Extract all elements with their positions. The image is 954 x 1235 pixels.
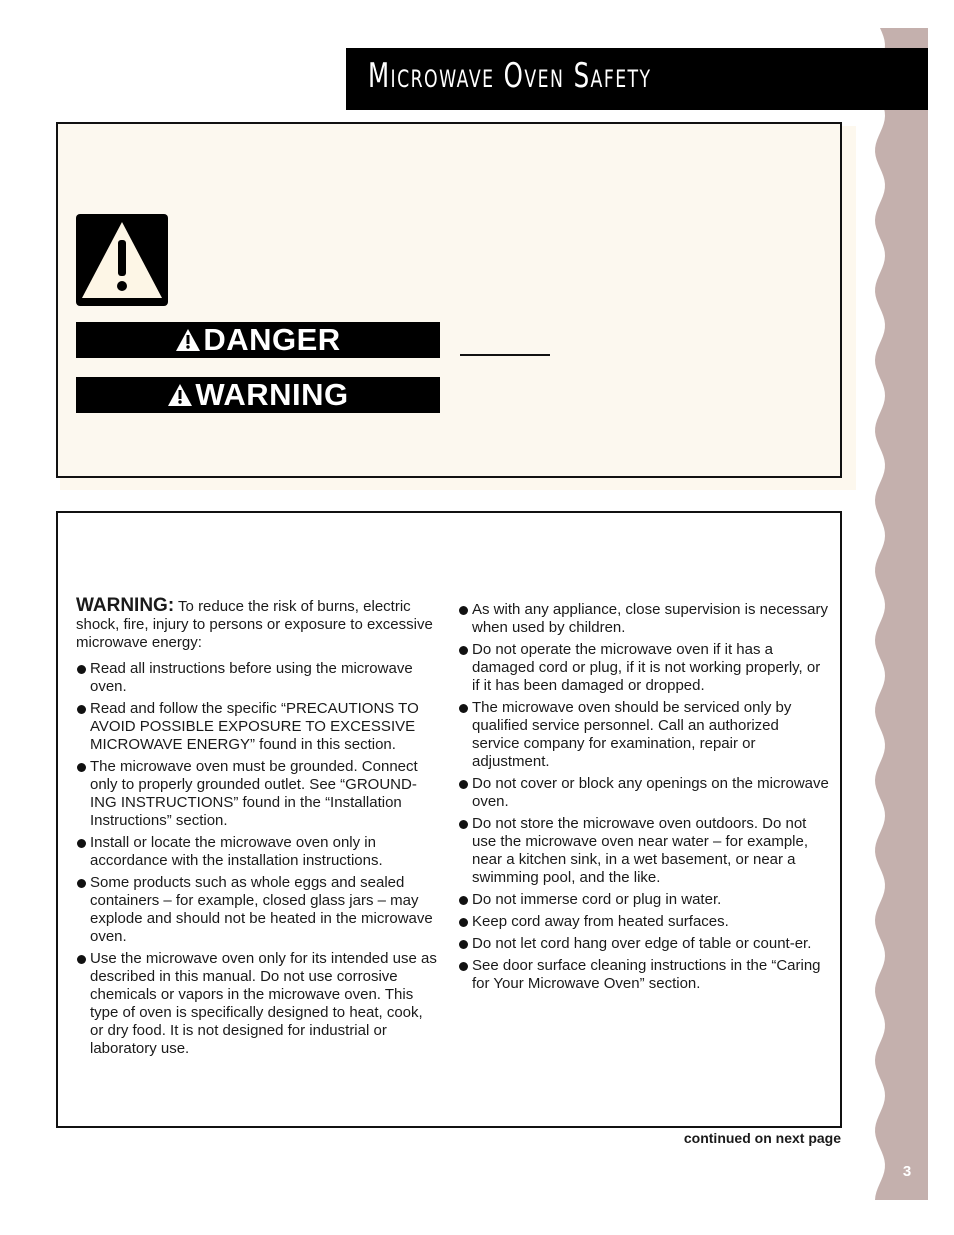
instructions-left-column [76, 597, 440, 1062]
list-item [458, 601, 830, 637]
safety-message-box [56, 122, 842, 478]
page-title: Microwave Oven Safety [368, 56, 652, 96]
left-instruction-list [76, 660, 440, 1058]
bullet-icon [459, 896, 468, 905]
warning-signal-bar [76, 377, 440, 413]
list-item [458, 957, 830, 993]
list-item [76, 660, 440, 696]
bullet-icon [459, 940, 468, 949]
list-item-text: Do not cover or block any openings on the microwave oven. [472, 775, 829, 810]
bullet-icon [459, 780, 468, 789]
list-item-text: Read all instructions before using the microwave oven. [90, 660, 413, 695]
list-item [458, 699, 830, 771]
right-instruction-list [458, 601, 830, 993]
list-item-text: Some products such as whole eggs and sealed containers – for example, closed glass jars – may explode and should not be heated in the microwave oven. [90, 874, 433, 945]
list-item [76, 834, 440, 870]
list-item-text: Read and follow the specific “PRECAUTIONS TO AVOID POSSIBLE EXPOSURE TO EXCESSIVE MICROWAVE ENERGY” found in this section. [90, 700, 419, 753]
list-item [76, 950, 440, 1058]
bullet-icon [77, 763, 86, 772]
list-item-text: The microwave oven should be serviced only by qualified service personnel. Call an authorized service company for examination, repair or adjustment. [472, 699, 792, 770]
warning-label: WARNING [195, 377, 349, 412]
list-item [76, 758, 440, 830]
bullet-icon [459, 962, 468, 971]
side-tab [872, 28, 928, 1200]
list-item [458, 935, 830, 953]
bullet-icon [459, 820, 468, 829]
page-number: 3 [902, 1163, 912, 1180]
exclamation-triangle-icon [76, 214, 168, 306]
list-item-text: As with any appliance, close supervision is necessary when used by children. [472, 601, 829, 636]
list-item-text: Do not store the microwave oven outdoors. Do not use the microwave oven near water – for example, near a kitchen sink, in a wet basement, or near a swimming pool, and the like. [472, 815, 808, 886]
list-item-text: See door surface cleaning instructions in the “Caring for Your Microwave Oven” section. [472, 957, 821, 992]
list-item [458, 913, 830, 931]
bullet-icon [77, 665, 86, 674]
danger-signal-bar [76, 322, 440, 358]
bullet-icon [77, 705, 86, 714]
list-item [458, 775, 830, 811]
list-item-text: The microwave oven must be grounded. Connect only to properly grounded outlet. See “GROUND-ING INSTRUCTIONS” found in the “Installation Instructions” section. [90, 758, 418, 829]
list-item-text: Keep cord away from heated surfaces. [472, 913, 729, 930]
bullet-icon [77, 879, 86, 888]
bullet-icon [459, 606, 468, 615]
list-item-text: Do not operate the microwave oven if it has a damaged cord or plug, if it is not working properly, or if it has been damaged or dropped. [472, 641, 821, 694]
continued-note: continued on next page [683, 1130, 841, 1146]
instructions-right-column [458, 601, 830, 997]
list-item [76, 700, 440, 754]
list-item [458, 891, 830, 909]
list-item-text: Do not let cord hang over edge of table or count-er. [472, 935, 812, 952]
list-item-text: Install or locate the microwave oven only in accordance with the installation instructions. [90, 834, 383, 869]
signature-line [460, 354, 550, 356]
warning-intro [76, 597, 440, 652]
bullet-icon [459, 646, 468, 655]
list-item-text: Do not immerse cord or plug in water. [472, 891, 722, 908]
bullet-icon [459, 704, 468, 713]
danger-alert-icon [175, 324, 201, 360]
danger-label: DANGER [203, 322, 341, 357]
title-bar [346, 48, 928, 110]
list-item [458, 815, 830, 887]
warning-intro-text: To reduce the risk of burns, electric shock, fire, injury to persons or exposure to excessive microwave energy: [76, 598, 433, 651]
bullet-icon [77, 839, 86, 848]
bullet-icon [77, 955, 86, 964]
list-item [76, 874, 440, 946]
list-item [458, 641, 830, 695]
warning-alert-icon [167, 379, 193, 415]
warning-intro-label: WARNING: [76, 595, 175, 616]
bullet-icon [459, 918, 468, 927]
safety-instructions-box [56, 511, 842, 1128]
list-item-text: Use the microwave oven only for its intended use as described in this manual. Do not use corrosive chemicals or vapors in the microwave oven. This type of oven is specifically designed to heat, cook, or dry food. It is not designed for industrial or laboratory use. [90, 950, 437, 1057]
